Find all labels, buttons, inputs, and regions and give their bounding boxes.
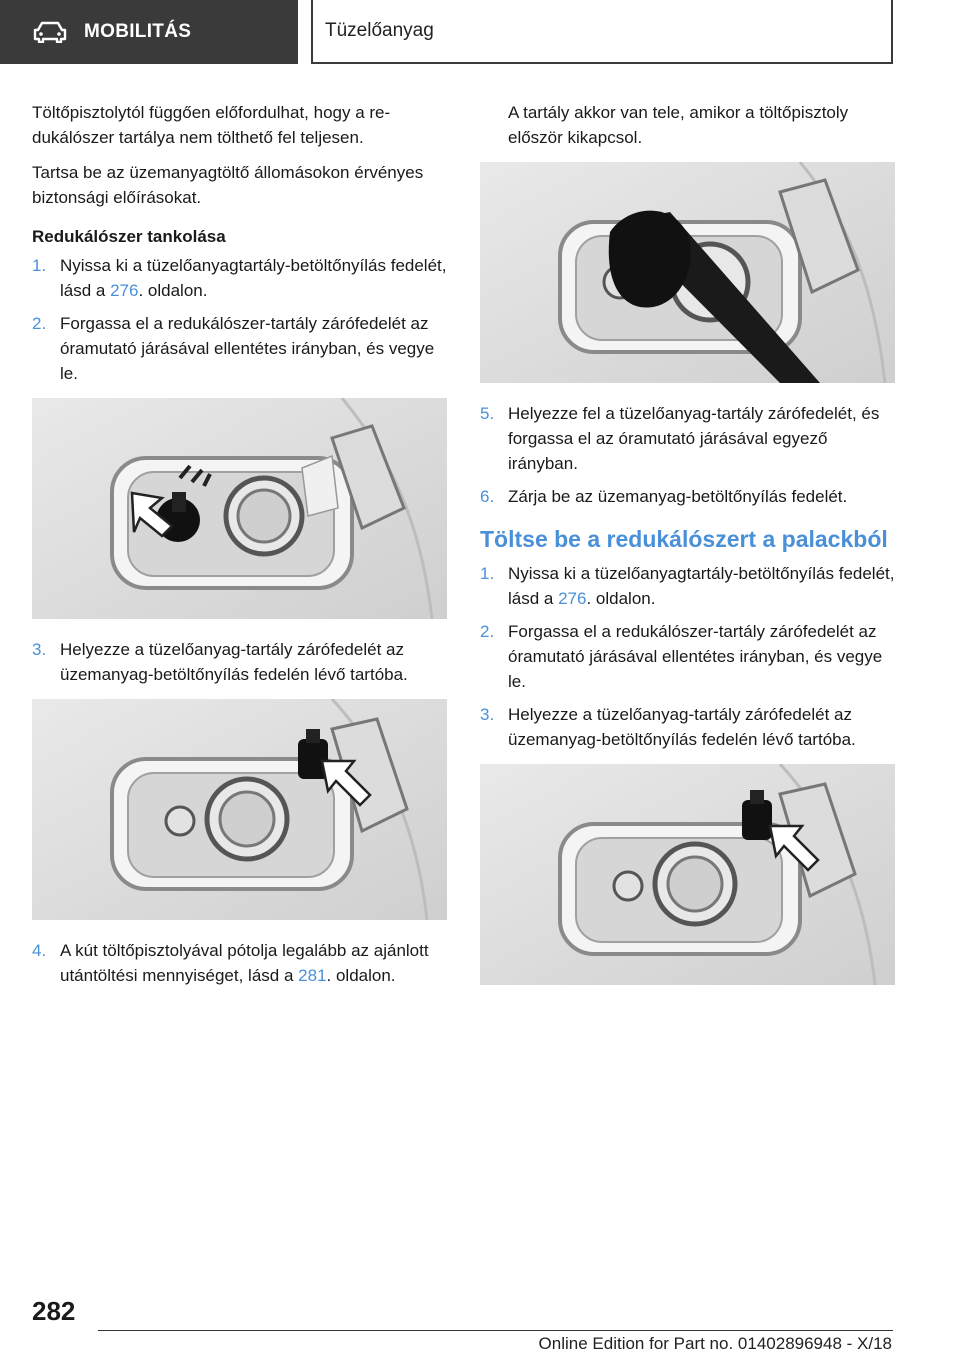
steps-list-b <box>32 637 447 687</box>
step-number: 2. <box>32 314 47 333</box>
figure-nozzle-filling <box>480 162 895 383</box>
figure-store-cap <box>32 699 447 920</box>
footer-divider <box>98 1330 893 1331</box>
intro-paragraph-1: Töltőpisztolytól függően előfordulhat, hogy a redukálószer tartálya nem tölthető fel teljesen. <box>32 103 391 147</box>
step-text: Forgassa el a redukálószer-tartály zárófedelét az óramutató járásával ellentétes irányban, és vegye le. <box>508 622 883 691</box>
steps-list-a <box>32 253 447 386</box>
step-number: 3. <box>32 640 47 659</box>
step-number: 4. <box>32 941 47 960</box>
page-number: 282 <box>32 1296 76 1326</box>
figure-store-cap-bottle <box>480 764 895 985</box>
step-3 <box>32 637 447 687</box>
section-title: MOBILITÁS <box>84 21 192 42</box>
page-link-281[interactable]: 281 <box>298 966 327 985</box>
step-1 <box>32 253 447 303</box>
step-6 <box>480 484 895 509</box>
step-2 <box>32 311 447 386</box>
step-text: Forgassa el a redukálószer-tartály zárófedelét az óramutató járásával ellentétes irányban, és vegye le. <box>60 314 435 383</box>
step-text-end: . oldalon. <box>138 281 208 300</box>
header-section-tab <box>0 0 298 64</box>
edition-note: Online Edition for Part no. 01402896948 - X/18 <box>538 1334 892 1353</box>
step-number: 3. <box>480 705 495 724</box>
subheading-refill: Redukálószer tankolása <box>32 227 226 246</box>
step-text: Nyissa ki a tüzelőanyagtartály-betöltőnyílás fedelét, lásd a <box>508 564 895 608</box>
page-link-276[interactable]: 276 <box>558 589 587 608</box>
bottle-step-3 <box>480 702 895 752</box>
step-text: Helyezze a tüzelőanyag-tartály zárófedelét az üzemanyag-betöltőnyílás fedelén lévő tartóba. <box>508 705 856 749</box>
page-link-276[interactable]: 276 <box>110 281 139 300</box>
step-text: Helyezze a tüzelőanyag-tartály zárófedelét az üzemanyag-betöltőnyílás fedelén lévő tartóba. <box>60 640 408 684</box>
right-column <box>480 100 895 1003</box>
step-number: 1. <box>480 564 495 583</box>
step-text: A kút töltőpisztolyával pótolja legalább az ajánlott utántöltési mennyiséget, lásd a <box>60 941 429 985</box>
bottle-step-2 <box>480 619 895 694</box>
steps-list-e <box>480 561 895 752</box>
step-number: 5. <box>480 404 495 423</box>
car-icon <box>32 21 68 43</box>
intro-paragraph-2: Tartsa be az üzemanyagtöltő állomásokon érvényes biztonsági előírásokat. <box>32 163 424 207</box>
header-chapter-tab <box>311 0 893 64</box>
step-number: 2. <box>480 622 495 641</box>
step-4 <box>32 938 447 988</box>
step-text: Zárja be az üzemanyag-betöltőnyílás fedelét. <box>508 487 848 506</box>
step-text: Helyezze fel a tüzelőanyag-tartály zárófedelét, és forgassa el az óramutató járásával egyező irányban. <box>508 404 880 473</box>
left-column <box>32 100 447 998</box>
steps-list-c <box>32 938 447 988</box>
step-text-end: . oldalon. <box>326 966 396 985</box>
section-heading-bottle: Töltse be a redukálószert a palackból <box>480 526 888 552</box>
bottle-step-1 <box>480 561 895 611</box>
step-number: 1. <box>32 256 47 275</box>
continuation-paragraph: A tartály akkor van tele, amikor a töltőpisztoly először kikapcsol. <box>508 103 849 147</box>
step-number: 6. <box>480 487 495 506</box>
step-text: Nyissa ki a tüzelőanyagtartály-betöltőnyílás fedelét, lásd a <box>60 256 447 300</box>
figure-remove-cap <box>32 398 447 619</box>
steps-list-d <box>480 401 895 509</box>
step-5 <box>480 401 895 476</box>
step-text-end: . oldalon. <box>586 589 656 608</box>
chapter-title: Tüzelőanyag <box>325 20 434 41</box>
